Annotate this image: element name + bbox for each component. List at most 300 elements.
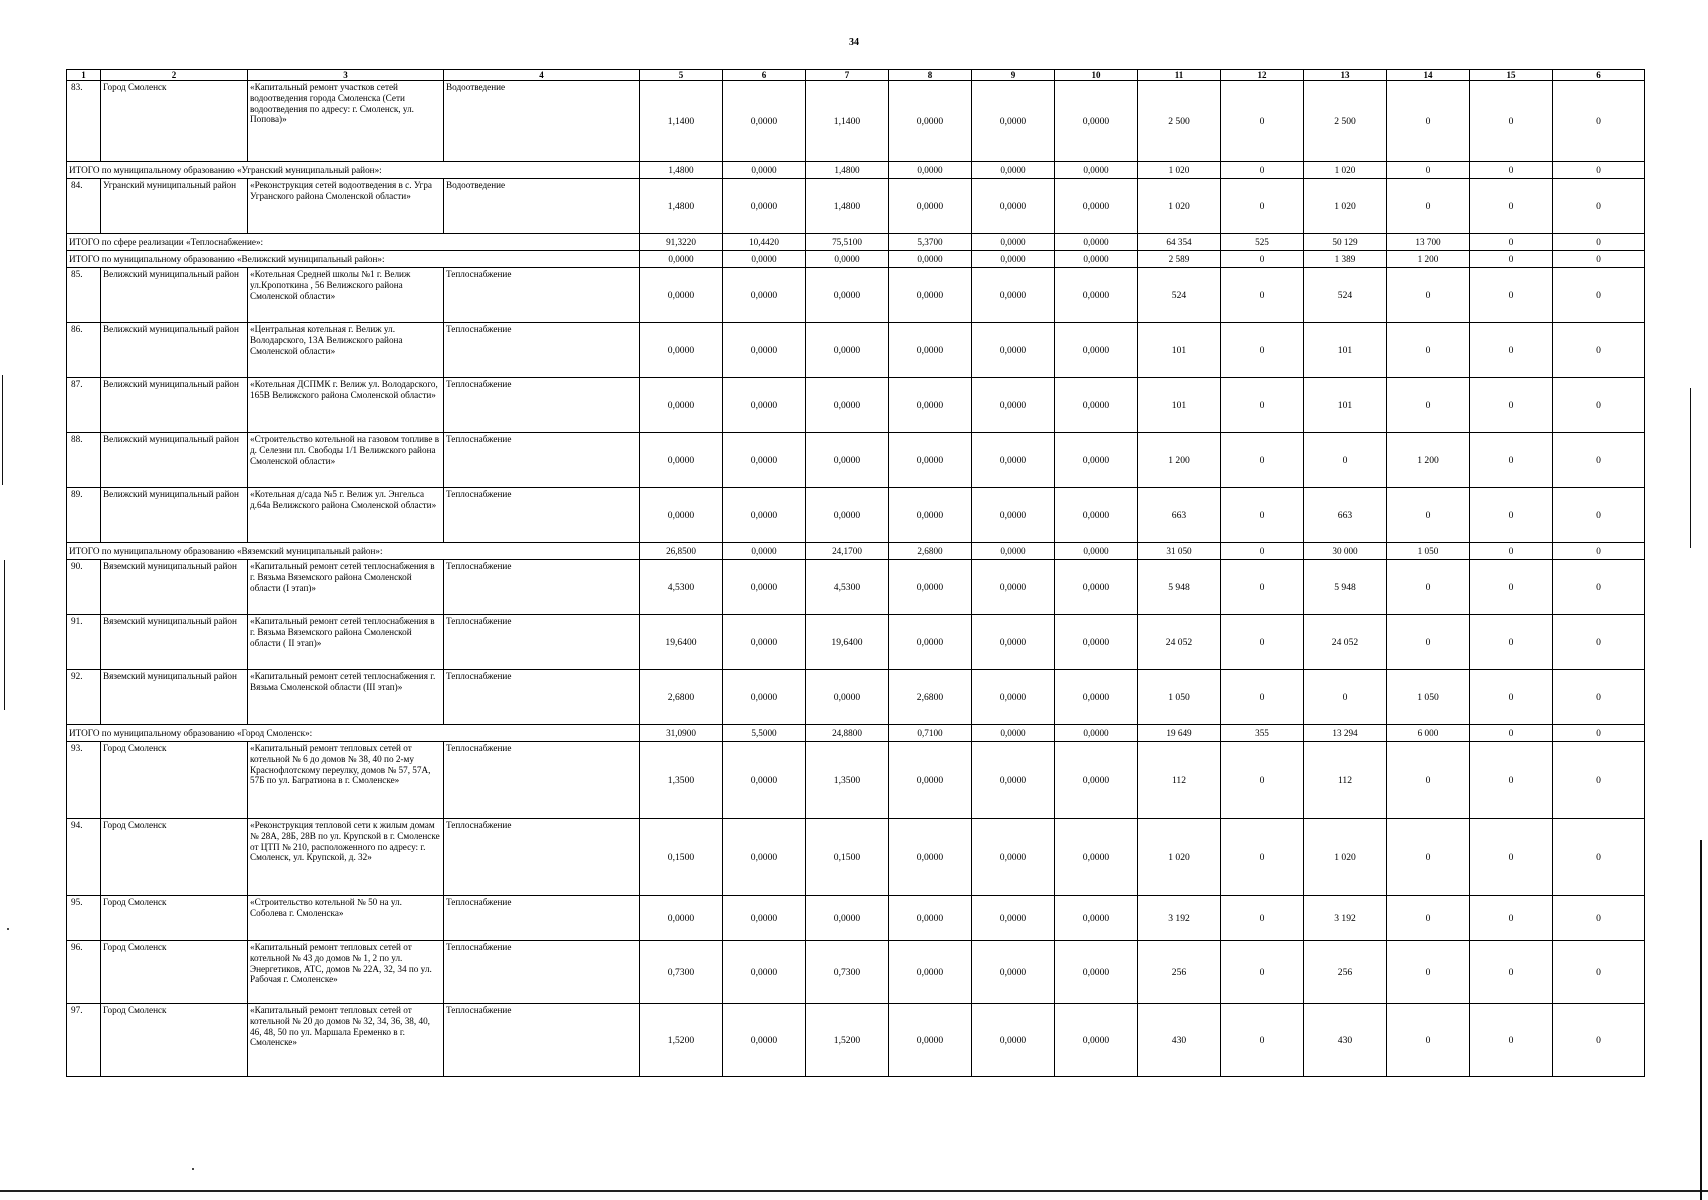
- value-cell: 1,4800: [806, 162, 889, 179]
- column-number-header: 12: [1221, 70, 1304, 81]
- value-cell: 0,0000: [723, 251, 806, 268]
- value-cell: 0,0000: [889, 268, 972, 323]
- municipality-cell: Город Смоленск: [101, 81, 248, 162]
- value-cell: 24 052: [1138, 615, 1221, 670]
- value-cell: 0,0000: [723, 268, 806, 323]
- value-cell: 91,3220: [640, 234, 723, 251]
- project-name-cell: «Котельная д/сада №5 г. Велиж ул. Энгельса д.64а Велижского района Смоленской области»: [248, 488, 444, 543]
- sphere-cell: Теплоснабжение: [444, 323, 640, 378]
- sphere-cell: Теплоснабжение: [444, 268, 640, 323]
- value-cell: 3 192: [1138, 896, 1221, 941]
- value-cell: 0,0000: [1055, 941, 1138, 1004]
- value-cell: 0,0000: [972, 234, 1055, 251]
- value-cell: 0: [1470, 560, 1553, 615]
- value-cell: 19,6400: [806, 615, 889, 670]
- sphere-cell: Теплоснабжение: [444, 560, 640, 615]
- table-row: [67, 488, 1645, 543]
- value-cell: 1 389: [1304, 251, 1387, 268]
- value-cell: 0: [1387, 323, 1470, 378]
- value-cell: 19 649: [1138, 725, 1221, 742]
- sphere-cell: Теплоснабжение: [444, 941, 640, 1004]
- value-cell: 0: [1221, 162, 1304, 179]
- value-cell: 0,0000: [640, 896, 723, 941]
- value-cell: 1 020: [1304, 179, 1387, 234]
- value-cell: 1 200: [1387, 251, 1470, 268]
- value-cell: 0,0000: [972, 615, 1055, 670]
- project-name-cell: «Строительство котельной на газовом топливе в д. Селезни пл. Свободы 1/1 Велижского района Смоленской области»: [248, 433, 444, 488]
- value-cell: 75,5100: [806, 234, 889, 251]
- row-number: 91.: [67, 615, 101, 670]
- value-cell: 0,0000: [889, 81, 972, 162]
- value-cell: 0,0000: [889, 896, 972, 941]
- value-cell: 0: [1553, 615, 1645, 670]
- value-cell: 0: [1221, 268, 1304, 323]
- value-cell: 0,0000: [972, 179, 1055, 234]
- value-cell: 0: [1553, 179, 1645, 234]
- value-cell: 0,0000: [806, 323, 889, 378]
- value-cell: 0: [1221, 742, 1304, 819]
- value-cell: 0: [1553, 378, 1645, 433]
- project-name-cell: «Капитальный ремонт тепловых сетей от котельной № 43 до домов № 1, 2 по ул. Энергетиков, АТС, домов № 22А, 32, 34 по ул. Рабочая г. Смоленске»: [248, 941, 444, 1004]
- total-row: [67, 725, 1645, 742]
- value-cell: 1,3500: [806, 742, 889, 819]
- value-cell: 0,0000: [889, 179, 972, 234]
- row-number: 94.: [67, 819, 101, 896]
- value-cell: 10,4420: [723, 234, 806, 251]
- municipality-cell: Город Смоленск: [101, 819, 248, 896]
- value-cell: 0,0000: [723, 941, 806, 1004]
- value-cell: 0,0000: [1055, 378, 1138, 433]
- value-cell: 0,0000: [889, 433, 972, 488]
- row-number: 92.: [67, 670, 101, 725]
- value-cell: 0,0000: [972, 819, 1055, 896]
- column-number-header: 6: [1553, 70, 1645, 81]
- value-cell: 0,0000: [1055, 433, 1138, 488]
- value-cell: 0: [1221, 560, 1304, 615]
- value-cell: 0,0000: [723, 896, 806, 941]
- value-cell: 0,0000: [1055, 268, 1138, 323]
- value-cell: 0,0000: [723, 488, 806, 543]
- value-cell: 0: [1553, 433, 1645, 488]
- value-cell: 112: [1138, 742, 1221, 819]
- value-cell: 19,6400: [640, 615, 723, 670]
- project-name-cell: «Капитальный ремонт тепловых сетей от котельной № 6 до домов № 38, 40 по 2-му Краснофлотскому переулку, домов № 57, 57А, 57Б по ул. Багратиона в г. Смоленске»: [248, 742, 444, 819]
- value-cell: 0: [1553, 560, 1645, 615]
- value-cell: 112: [1304, 742, 1387, 819]
- value-cell: 0: [1387, 742, 1470, 819]
- value-cell: 1,5200: [640, 1004, 723, 1077]
- value-cell: 0: [1553, 162, 1645, 179]
- value-cell: 0,0000: [1055, 488, 1138, 543]
- project-name-cell: «Капитальный ремонт участков сетей водоотведения города Смоленска (Сети водоотведения по адресу: г. Смоленск, ул. Попова)»: [248, 81, 444, 162]
- table-row: [67, 941, 1645, 1004]
- value-cell: 101: [1138, 323, 1221, 378]
- value-cell: 0: [1553, 234, 1645, 251]
- value-cell: 525: [1221, 234, 1304, 251]
- value-cell: 0: [1221, 670, 1304, 725]
- column-number-header: 1: [67, 70, 101, 81]
- column-number-header: 10: [1055, 70, 1138, 81]
- value-cell: 0,7300: [806, 941, 889, 1004]
- scan-speck: [7, 928, 9, 930]
- row-number: 95.: [67, 896, 101, 941]
- value-cell: 0,0000: [723, 323, 806, 378]
- municipality-cell: Город Смоленск: [101, 896, 248, 941]
- value-cell: 0,0000: [640, 488, 723, 543]
- value-cell: 2,6800: [889, 670, 972, 725]
- table-row: [67, 819, 1645, 896]
- sphere-cell: Теплоснабжение: [444, 1004, 640, 1077]
- value-cell: 0,0000: [889, 1004, 972, 1077]
- value-cell: 0,0000: [972, 268, 1055, 323]
- row-number: 83.: [67, 81, 101, 162]
- municipality-cell: Вяземский муниципальный район: [101, 615, 248, 670]
- municipality-cell: Велижский муниципальный район: [101, 433, 248, 488]
- municipality-cell: Город Смоленск: [101, 941, 248, 1004]
- value-cell: 0,0000: [972, 941, 1055, 1004]
- value-cell: 0: [1470, 378, 1553, 433]
- value-cell: 0,0000: [723, 615, 806, 670]
- value-cell: 13 294: [1304, 725, 1387, 742]
- scan-speck: [192, 1168, 194, 1170]
- value-cell: 0: [1470, 162, 1553, 179]
- value-cell: 1,1400: [806, 81, 889, 162]
- value-cell: 0,0000: [972, 543, 1055, 560]
- value-cell: 24 052: [1304, 615, 1387, 670]
- municipality-cell: Велижский муниципальный район: [101, 488, 248, 543]
- value-cell: 0: [1221, 543, 1304, 560]
- value-cell: 0,7100: [889, 725, 972, 742]
- value-cell: 0: [1387, 268, 1470, 323]
- value-cell: 0,0000: [806, 670, 889, 725]
- value-cell: 0: [1221, 323, 1304, 378]
- scan-edge-mark: [2, 375, 3, 485]
- value-cell: 0: [1470, 81, 1553, 162]
- value-cell: 2 589: [1138, 251, 1221, 268]
- value-cell: 0: [1553, 251, 1645, 268]
- value-cell: 0: [1387, 896, 1470, 941]
- total-row: [67, 234, 1645, 251]
- row-number: 97.: [67, 1004, 101, 1077]
- value-cell: 0,0000: [889, 742, 972, 819]
- value-cell: 0: [1553, 725, 1645, 742]
- value-cell: 0: [1221, 615, 1304, 670]
- value-cell: 0,0000: [723, 1004, 806, 1077]
- total-row: [67, 162, 1645, 179]
- table-row: [67, 81, 1645, 162]
- value-cell: 0,0000: [723, 179, 806, 234]
- project-name-cell: «Реконструкция тепловой сети к жилым домам № 28А, 28Б, 28В по ул. Крупской в г. Смоленске от ЦТП № 210, расположенного по адресу: г. Смоленск, ул. Крупской, д. 32»: [248, 819, 444, 896]
- value-cell: 0: [1387, 378, 1470, 433]
- value-cell: 0: [1553, 543, 1645, 560]
- value-cell: 355: [1221, 725, 1304, 742]
- value-cell: 0: [1221, 819, 1304, 896]
- project-name-cell: «Котельная Средней школы №1 г. Велиж ул.Кропоткина , 56 Велижского района Смоленской области»: [248, 268, 444, 323]
- value-cell: 0: [1553, 742, 1645, 819]
- column-number-header: 2: [101, 70, 248, 81]
- total-row-label: ИТОГО по муниципальному образованию «Вяземский муниципальный район»:: [67, 543, 640, 560]
- value-cell: 1 020: [1138, 162, 1221, 179]
- total-row-label: ИТОГО по муниципальному образованию «Город Смоленск»:: [67, 725, 640, 742]
- value-cell: 0: [1553, 941, 1645, 1004]
- column-number-header: 9: [972, 70, 1055, 81]
- value-cell: 0,0000: [889, 251, 972, 268]
- sphere-cell: Теплоснабжение: [444, 378, 640, 433]
- total-row-label: ИТОГО по сфере реализации «Теплоснабжение»:: [67, 234, 640, 251]
- total-row-label: ИТОГО по муниципальному образованию «Угранский муниципальный район»:: [67, 162, 640, 179]
- value-cell: 0,0000: [806, 896, 889, 941]
- value-cell: 0: [1553, 1004, 1645, 1077]
- value-cell: 0: [1387, 819, 1470, 896]
- value-cell: 663: [1138, 488, 1221, 543]
- value-cell: 1 050: [1138, 670, 1221, 725]
- value-cell: 0,0000: [972, 1004, 1055, 1077]
- value-cell: 0,0000: [889, 615, 972, 670]
- sphere-cell: Теплоснабжение: [444, 615, 640, 670]
- row-number: 90.: [67, 560, 101, 615]
- value-cell: 0,0000: [1055, 162, 1138, 179]
- scan-edge-mark: [1690, 388, 1691, 548]
- value-cell: 0,0000: [972, 378, 1055, 433]
- value-cell: 3 192: [1304, 896, 1387, 941]
- value-cell: 24,8800: [806, 725, 889, 742]
- value-cell: 1 020: [1138, 819, 1221, 896]
- column-number-header: 6: [723, 70, 806, 81]
- value-cell: 0: [1387, 81, 1470, 162]
- value-cell: 1 020: [1138, 179, 1221, 234]
- value-cell: 0,0000: [889, 162, 972, 179]
- project-name-cell: «Капитальный ремонт сетей теплоснабжения г. Вязьма Смоленской области (III этап)»: [248, 670, 444, 725]
- table-row: [67, 433, 1645, 488]
- value-cell: 1 200: [1138, 433, 1221, 488]
- value-cell: 0: [1221, 941, 1304, 1004]
- table-row: [67, 1004, 1645, 1077]
- row-number: 84.: [67, 179, 101, 234]
- value-cell: 0: [1221, 1004, 1304, 1077]
- value-cell: 0: [1221, 81, 1304, 162]
- value-cell: 0,0000: [1055, 819, 1138, 896]
- value-cell: 0,0000: [1055, 234, 1138, 251]
- value-cell: 5,5000: [723, 725, 806, 742]
- municipality-cell: Город Смоленск: [101, 742, 248, 819]
- value-cell: 0: [1553, 323, 1645, 378]
- value-cell: 0,0000: [723, 543, 806, 560]
- value-cell: 101: [1304, 323, 1387, 378]
- value-cell: 0,0000: [1055, 670, 1138, 725]
- value-cell: 524: [1138, 268, 1221, 323]
- value-cell: 0: [1470, 670, 1553, 725]
- column-number-header: 3: [248, 70, 444, 81]
- value-cell: 0,0000: [972, 323, 1055, 378]
- project-name-cell: «Капитальный ремонт сетей теплоснабжения в г. Вязьма Вяземского района Смоленской области ( II этап)»: [248, 615, 444, 670]
- value-cell: 1,5200: [806, 1004, 889, 1077]
- project-name-cell: «Капитальный ремонт сетей теплоснабжения в г. Вязьма Вяземского района Смоленской области (I этап)»: [248, 560, 444, 615]
- value-cell: 0,0000: [889, 560, 972, 615]
- page-number: 34: [849, 37, 859, 48]
- value-cell: 256: [1138, 941, 1221, 1004]
- value-cell: 0,0000: [723, 378, 806, 433]
- row-number: 96.: [67, 941, 101, 1004]
- column-number-header: 5: [640, 70, 723, 81]
- table-row: [67, 615, 1645, 670]
- value-cell: 5 948: [1304, 560, 1387, 615]
- value-cell: 0: [1553, 896, 1645, 941]
- value-cell: 0,0000: [1055, 560, 1138, 615]
- column-number-header: 8: [889, 70, 972, 81]
- column-number-header: 13: [1304, 70, 1387, 81]
- table-row: [67, 670, 1645, 725]
- value-cell: 0: [1470, 234, 1553, 251]
- project-name-cell: «Центральная котельная г. Велиж ул. Володарского, 13А Велижского района Смоленской области»: [248, 323, 444, 378]
- value-cell: 0: [1387, 488, 1470, 543]
- value-cell: 1,4800: [806, 179, 889, 234]
- value-cell: 0: [1470, 941, 1553, 1004]
- value-cell: 0,0000: [1055, 725, 1138, 742]
- value-cell: 0,0000: [972, 896, 1055, 941]
- value-cell: 13 700: [1387, 234, 1470, 251]
- value-cell: 0,0000: [972, 433, 1055, 488]
- value-cell: 0: [1470, 251, 1553, 268]
- column-number-header: 11: [1138, 70, 1221, 81]
- value-cell: 524: [1304, 268, 1387, 323]
- value-cell: 0,0000: [806, 251, 889, 268]
- value-cell: 0: [1553, 488, 1645, 543]
- value-cell: 1,1400: [640, 81, 723, 162]
- value-cell: 101: [1304, 378, 1387, 433]
- value-cell: 1,4800: [640, 162, 723, 179]
- municipality-cell: Велижский муниципальный район: [101, 323, 248, 378]
- value-cell: 0: [1221, 179, 1304, 234]
- value-cell: 0: [1387, 615, 1470, 670]
- value-cell: 0,0000: [889, 323, 972, 378]
- value-cell: 0: [1221, 896, 1304, 941]
- value-cell: 0: [1221, 488, 1304, 543]
- sphere-cell: Теплоснабжение: [444, 433, 640, 488]
- value-cell: 0,0000: [1055, 742, 1138, 819]
- municipality-cell: Угранский муниципальный район: [101, 179, 248, 234]
- value-cell: 0,0000: [972, 81, 1055, 162]
- project-name-cell: «Реконструкция сетей водоотведения в с. Угра Угранского района Смоленской области»: [248, 179, 444, 234]
- value-cell: 0,0000: [640, 251, 723, 268]
- value-cell: 0,0000: [806, 268, 889, 323]
- value-cell: 0,0000: [889, 378, 972, 433]
- value-cell: 0,0000: [1055, 179, 1138, 234]
- value-cell: 1 050: [1387, 543, 1470, 560]
- value-cell: 0,0000: [806, 488, 889, 543]
- value-cell: 0: [1470, 323, 1553, 378]
- sphere-cell: Теплоснабжение: [444, 488, 640, 543]
- value-cell: 0,0000: [640, 268, 723, 323]
- value-cell: 0: [1470, 179, 1553, 234]
- value-cell: 0,0000: [723, 433, 806, 488]
- value-cell: 0,0000: [1055, 323, 1138, 378]
- value-cell: 0,0000: [889, 488, 972, 543]
- value-cell: 0: [1470, 615, 1553, 670]
- value-cell: 0,0000: [1055, 615, 1138, 670]
- value-cell: 0,0000: [723, 162, 806, 179]
- sphere-cell: Водоотведение: [444, 81, 640, 162]
- municipality-cell: Вяземский муниципальный район: [101, 670, 248, 725]
- value-cell: 0,0000: [972, 742, 1055, 819]
- value-cell: 0,1500: [806, 819, 889, 896]
- value-cell: 0: [1470, 268, 1553, 323]
- row-number: 87.: [67, 378, 101, 433]
- value-cell: 31 050: [1138, 543, 1221, 560]
- row-number: 86.: [67, 323, 101, 378]
- value-cell: 0: [1387, 1004, 1470, 1077]
- value-cell: 0,0000: [972, 488, 1055, 543]
- table-row: [67, 560, 1645, 615]
- value-cell: 0,1500: [640, 819, 723, 896]
- value-cell: 1,4800: [640, 179, 723, 234]
- value-cell: 0: [1221, 378, 1304, 433]
- row-number: 89.: [67, 488, 101, 543]
- value-cell: 1 050: [1387, 670, 1470, 725]
- value-cell: 0,0000: [972, 670, 1055, 725]
- row-number: 88.: [67, 433, 101, 488]
- value-cell: 1 020: [1304, 162, 1387, 179]
- value-cell: 0,7300: [640, 941, 723, 1004]
- value-cell: 0,0000: [889, 819, 972, 896]
- value-cell: 0: [1221, 251, 1304, 268]
- value-cell: 0: [1387, 179, 1470, 234]
- value-cell: 0: [1387, 560, 1470, 615]
- column-number-row: [67, 70, 1645, 81]
- sphere-cell: Водоотведение: [444, 179, 640, 234]
- value-cell: 256: [1304, 941, 1387, 1004]
- value-cell: 2,6800: [640, 670, 723, 725]
- value-cell: 0,0000: [723, 819, 806, 896]
- value-cell: 0,0000: [723, 560, 806, 615]
- value-cell: 0: [1553, 268, 1645, 323]
- value-cell: 64 354: [1138, 234, 1221, 251]
- sphere-cell: Теплоснабжение: [444, 896, 640, 941]
- value-cell: 50 129: [1304, 234, 1387, 251]
- value-cell: 0: [1470, 742, 1553, 819]
- column-number-header: 4: [444, 70, 640, 81]
- value-cell: 0,0000: [640, 433, 723, 488]
- column-number-header: 14: [1387, 70, 1470, 81]
- value-cell: 0: [1470, 433, 1553, 488]
- sphere-cell: Теплоснабжение: [444, 742, 640, 819]
- municipality-cell: Велижский муниципальный район: [101, 378, 248, 433]
- value-cell: 0,0000: [806, 433, 889, 488]
- municipality-cell: Вяземский муниципальный район: [101, 560, 248, 615]
- value-cell: 0: [1304, 433, 1387, 488]
- value-cell: 0,0000: [1055, 81, 1138, 162]
- value-cell: 0,0000: [640, 323, 723, 378]
- value-cell: 0,0000: [806, 378, 889, 433]
- table-row: [67, 896, 1645, 941]
- value-cell: 0,0000: [723, 81, 806, 162]
- value-cell: 0,0000: [723, 670, 806, 725]
- value-cell: 0: [1470, 543, 1553, 560]
- value-cell: 1 200: [1387, 433, 1470, 488]
- value-cell: 0,0000: [1055, 896, 1138, 941]
- value-cell: 0: [1470, 1004, 1553, 1077]
- municipality-cell: Город Смоленск: [101, 1004, 248, 1077]
- value-cell: 2 500: [1304, 81, 1387, 162]
- value-cell: 4,5300: [806, 560, 889, 615]
- value-cell: 430: [1304, 1004, 1387, 1077]
- row-number: 93.: [67, 742, 101, 819]
- value-cell: 0: [1553, 81, 1645, 162]
- value-cell: 0: [1470, 725, 1553, 742]
- value-cell: 30 000: [1304, 543, 1387, 560]
- value-cell: 31,0900: [640, 725, 723, 742]
- value-cell: 24,1700: [806, 543, 889, 560]
- value-cell: 0: [1553, 670, 1645, 725]
